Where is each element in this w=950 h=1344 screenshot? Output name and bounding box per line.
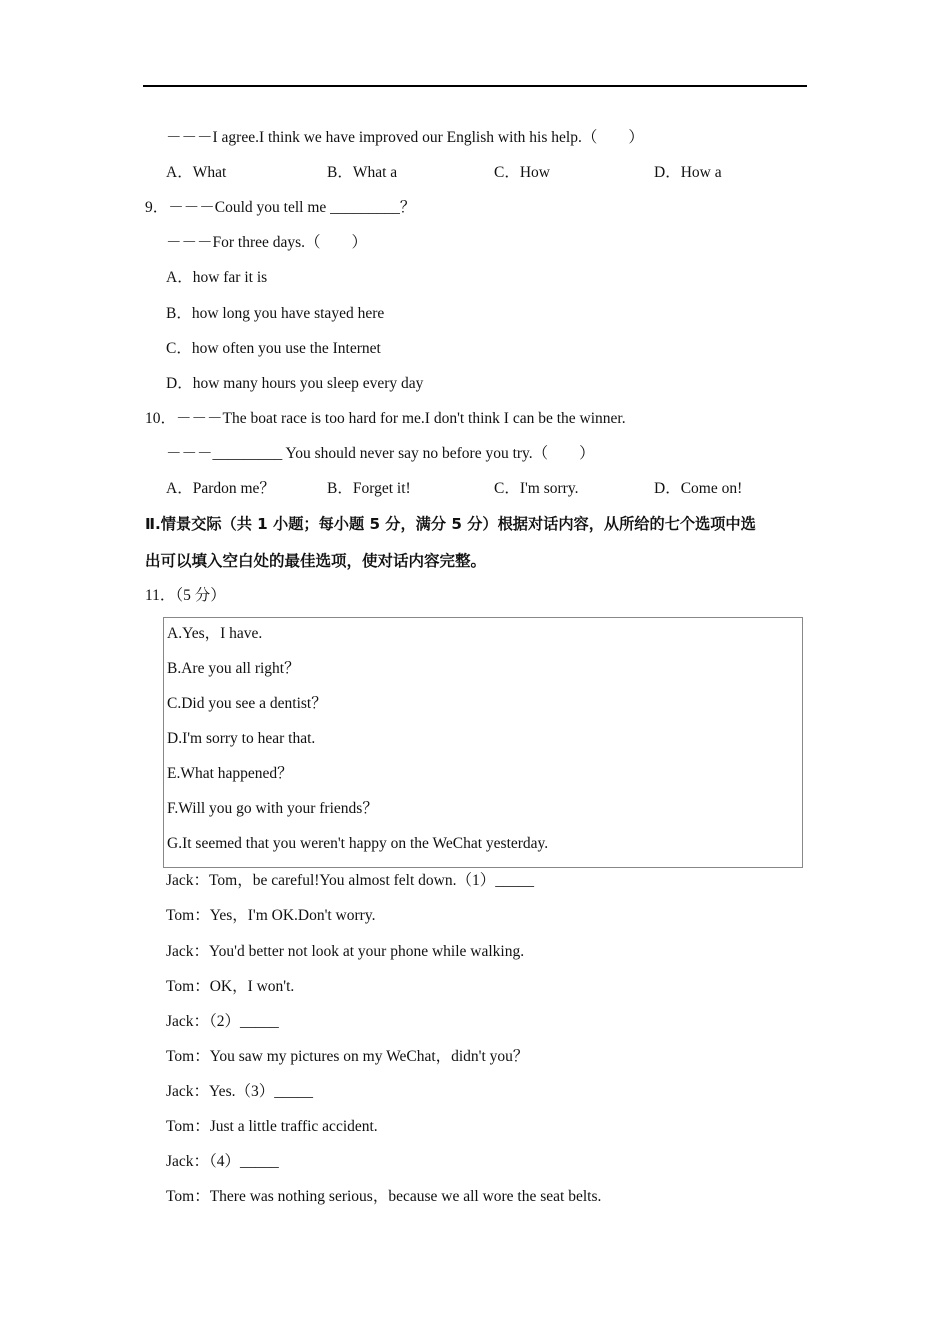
q8-answer-line: －－－I agree.I think we have improved our English with his help.（ ） (166, 129, 644, 146)
dialogue-line: Tom：Yes，I'm OK.Don't worry. (166, 907, 376, 924)
q8-option-a: A．What (166, 164, 227, 181)
dialogue-line: Jack：（2）_____ (166, 1013, 279, 1030)
q9-option-c: C．how often you use the Internet (166, 340, 381, 357)
q10-answer-line: －－－_________ You should never say no before you try.（ ） (166, 445, 595, 462)
header-rule (143, 85, 807, 87)
dialogue-line: Tom：You saw my pictures on my WeChat，didn't you？ (166, 1048, 529, 1065)
dialogue-line: Jack：（4）_____ (166, 1153, 279, 1170)
dialogue-line: Jack：You'd better not look at your phone while walking. (166, 943, 525, 960)
dialogue-line: Tom：OK，I won't. (166, 978, 295, 995)
q9-answer-line: －－－For three days.（ ） (166, 234, 368, 251)
choice-a: A.Yes，I have. (167, 625, 263, 642)
q10-option-a: A．Pardon me？ (166, 480, 275, 497)
q10-option-c: C．I'm sorry. (494, 480, 579, 497)
choice-e: E.What happened？ (167, 765, 293, 782)
dialogue-line: Tom：Just a little traffic accident. (166, 1118, 378, 1135)
choice-d: D.I'm sorry to hear that. (167, 730, 316, 747)
dialogue-line: Tom：There was nothing serious，because we all wore the seat belts. (166, 1188, 602, 1205)
choice-f: F.Will you go with your friends？ (167, 800, 378, 817)
dialogue-line: Jack：Yes.（3）_____ (166, 1083, 313, 1100)
q10-option-b: B．Forget it! (327, 480, 411, 497)
section-heading-line-2: 出可以填入空白处的最佳选项，使对话内容完整。 (145, 552, 487, 570)
q9-option-d: D．how many hours you sleep every day (166, 375, 424, 392)
q8-option-b: B．What a (327, 164, 398, 181)
choice-b: B.Are you all right？ (167, 660, 300, 677)
dialogue-line: Jack：Tom，be careful!You almost felt down.（1）_____ (166, 872, 534, 889)
q9-question: 9．－－－Could you tell me _________？ (145, 199, 416, 216)
q10-question: 10．－－－The boat race is too hard for me.I don't think I can be the winner. (145, 410, 626, 427)
q9-option-a: A．how far it is (166, 269, 268, 286)
section-heading-line-1: Ⅱ.情景交际（共 1 小题；每小题 5 分，满分 5 分）根据对话内容，从所给的七个选项中选 (145, 515, 756, 533)
q10-option-d: D．Come on! (654, 480, 743, 497)
choice-g: G.It seemed that you weren't happy on the WeChat yesterday. (167, 835, 549, 852)
q8-option-c: C．How (494, 164, 550, 181)
q9-option-b: B．how long you have stayed here (166, 305, 385, 322)
q8-option-d: D．How a (654, 164, 722, 181)
choice-c: C.Did you see a dentist？ (167, 695, 327, 712)
q11-header: 11．（5 分） (145, 587, 226, 604)
